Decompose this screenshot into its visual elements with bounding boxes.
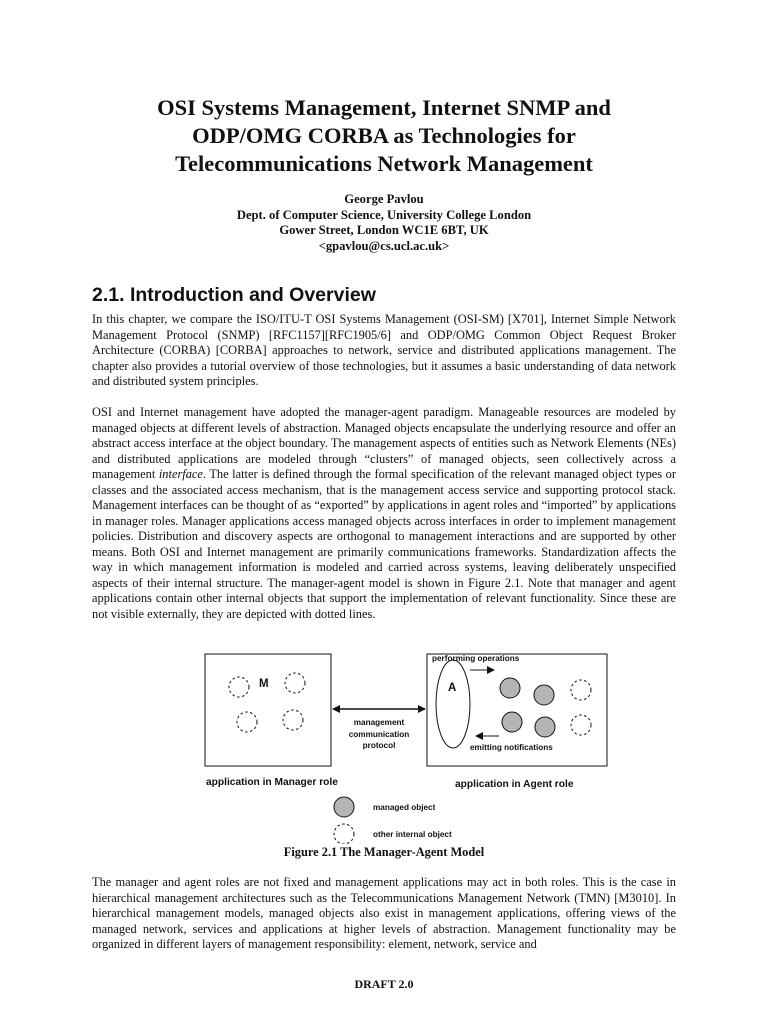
legend-internal-object-label: other internal object: [373, 830, 452, 839]
agent-role-label: application in Agent role: [455, 779, 574, 790]
legend-managed-object-label: managed object: [373, 803, 436, 812]
paper-title: [92, 94, 676, 178]
paragraph-2-text-b: . The latter is defined through the formal specification of the relevant managed object types or classes and the associated access mechanism, that is the management access service and supporting protocol stack. Management interfaces can be thought of as “exported” by applications in agent roles and “imported” by applications in manager roles. Manager applications access managed objects across interfaces in order to implement management policies. Distribution and discovery aspects are orthogonal to management interactions and are supported by other means. Both OSI and Internet management are primarily communications frameworks. Standardization affects the way in which management information is modeled and carried across systems, leaving deliberately unspecified aspects of their internal structure. The manager-agent model is shown in Figure 2.1. Note that manager and agent applications contain other internal objects that support the implementation of relevant functionality. Since these are not visible externally, they are depicted with dotted lines.: [92, 467, 676, 621]
agent-ellipse: [436, 660, 470, 748]
author-email: <gpavlou@cs.ucl.ac.uk>: [318, 238, 450, 253]
author-department: Dept. of Computer Science, University College London: [236, 207, 532, 222]
page-footer: DRAFT 2.0: [354, 977, 414, 991]
paragraph-2-text-a: OSI and Internet management have adopted the manager-agent paradigm. Manageable resources are modeled by managed objects at different levels of abstraction. Managed objects encapsulate the underlying resource and offer an abstract access interface at the object boundary. The management aspects of entities such as Network Elements (NEs) and distributed applications are modeled through “clusters” of managed objects, seen collectively across a management: [92, 405, 676, 481]
paragraph-3: The manager and agent roles are not fixed and management applications may act in both roles. This is the case in hierarchical management architectures such as the Telecommunications Management Network (TMN) [M3010]. In hierarchical management models, managed objects also exist in management applications, offering views of the managed network, services and applications at higher levels of abstraction. Management functionality may be organized in different layers of management responsibility: element, network, service and: [92, 875, 676, 951]
manager-letter: M: [259, 678, 269, 690]
manager-internal-object: [229, 677, 249, 697]
manager-box: [205, 654, 331, 766]
title-line-1: OSI Systems Management, Internet SNMP and: [157, 95, 611, 120]
legend-managed-object: [334, 797, 354, 817]
agent-letter: A: [448, 682, 457, 694]
protocol-label-line-2: communication: [348, 729, 410, 739]
protocol-label-line-1: management: [353, 718, 405, 727]
manager-internal-object: [237, 712, 257, 732]
agent-internal-object: [571, 715, 591, 735]
performing-operations-label: performing operations: [432, 654, 520, 663]
paragraph-2: [92, 405, 676, 622]
protocol-label-line-3: protocol: [362, 741, 396, 750]
protocol-label: [331, 717, 427, 752]
managed-object: [535, 717, 555, 737]
manager-internal-object: [283, 710, 303, 730]
section-heading: 2.1. Introduction and Overview: [92, 284, 376, 306]
author-name: George Pavlou: [344, 192, 424, 206]
managed-object: [502, 712, 522, 732]
managed-object: [534, 685, 554, 705]
agent-internal-object: [571, 680, 591, 700]
title-line-3: Telecommunications Network Management: [175, 151, 593, 176]
paragraph-2-italic: interface: [158, 467, 203, 481]
manager-role-label: application in Manager role: [206, 777, 338, 788]
paragraph-1: In this chapter, we compare the ISO/ITU-T OSI Systems Management (OSI-SM) [X701], Internet Simple Network Management Protocol (SNMP) [RFC1157][RFC1905/6] and ODP/OMG Common Object Request Broker Architecture (CORBA) [CORBA] approaches to network, service and distributed applications management. The chapter also provides a tutorial overview of those technologies, but it assumes a basic understanding of data network and distributed system principles.: [92, 312, 676, 388]
managed-object: [500, 678, 520, 698]
manager-internal-object: [285, 673, 305, 693]
emitting-notifications-label: emitting notifications: [470, 743, 553, 752]
author-address: Gower Street, London WC1E 6BT, UK: [279, 223, 489, 238]
title-line-2: ODP/OMG CORBA as Technologies for: [192, 123, 576, 148]
manager-agent-figure: [196, 648, 616, 858]
figure-caption: Figure 2.1 The Manager-Agent Model: [283, 845, 485, 859]
author-block: [92, 192, 676, 254]
legend-internal-object: [334, 824, 354, 844]
